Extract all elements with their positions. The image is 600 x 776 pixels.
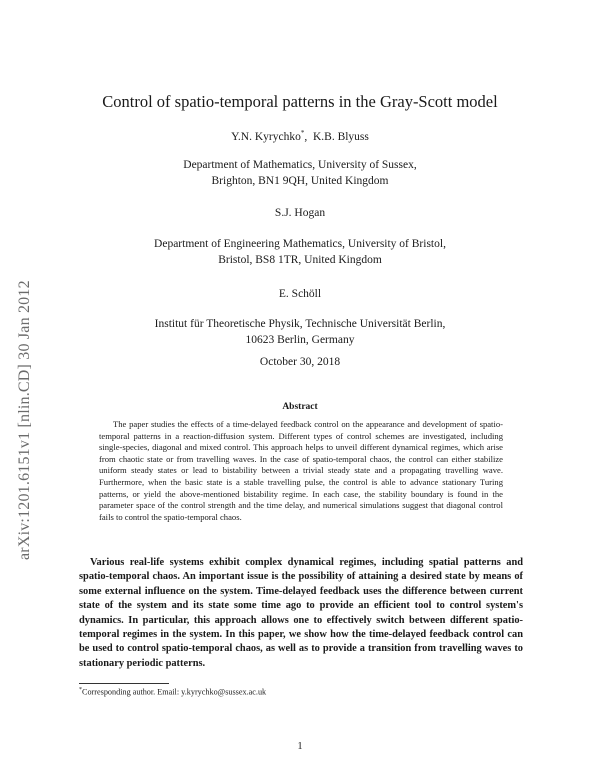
affiliation-berlin xyxy=(0,316,600,348)
affiliation-sussex xyxy=(0,157,600,189)
arxiv-identifier-sidebar[interactable]: arXiv:1201.6151v1 [nlin.CD] 30 Jan 2012 xyxy=(16,280,33,560)
affiliation-bristol xyxy=(0,236,600,268)
author-scholl: E. Schöll xyxy=(278,288,322,300)
paper-title: Control of spatio-temporal patterns in the Gray-Scott model xyxy=(102,92,498,111)
author-kyrychko: Y.N. Kyrychko xyxy=(231,130,301,143)
abstract-body: The paper studies the effects of a time-delayed feedback control on the appearance and development of spatio-temporal patterns in a reaction-diffusion system. Different types of control schemes are investigated, including single-species, diagonal and mixed control. This approach helps to unveil different dynamical regimes, which arise from chaotic state or from travelling waves. In the case of spatio-temporal chaos, the control can either stabilize uniform steady states or lead to bistability between a trivial steady state and a propagating travelling wave. Furthermore, when the basic state is a stable travelling pulse, the control is able to advance stationary Turing patterns, or yield the above-mentioned bistability regime. In each case, the stability boundary is found in the parameter space of the control strength and the time delay, and numerical simulations suggest that diagonal control fails to control the spatio-temporal chaos. xyxy=(99,419,503,522)
publication-date: October 30, 2018 xyxy=(259,356,341,368)
page-number: 1 xyxy=(297,741,303,752)
authors-line: Y.N. Kyrychko*, K.B. Blyuss xyxy=(231,129,369,143)
affiliation-berlin-line2: 10623 Berlin, Germany xyxy=(245,334,355,346)
affiliation-sussex-line1: Department of Mathematics, University of Sussex, xyxy=(183,159,417,171)
footnote-divider xyxy=(79,683,169,684)
affiliation-berlin-line1: Institut für Theoretische Physik, Technische Universität Berlin, xyxy=(154,318,446,330)
summary-paragraph: Various real-life systems exhibit complex dynamical regimes, including spatial patterns and spatio-temporal chaos. An important issue is the possibility of attaining a desired state by means of some external influence on the system. Time-delayed feedback uses the difference between current state of the system and its state some time ago to provide an efficient tool to control system's dynamics. In particular, this approach allows one to effectively switch between different spatio-temporal regimes in the system. In this paper, we show how the time-delayed feedback control can be used to control spatio-temporal chaos, as well as to provide a transition from travelling waves to stationary periodic patterns. xyxy=(79,557,523,669)
affiliation-bristol-line1: Department of Engineering Mathematics, University of Bristol, xyxy=(154,238,446,250)
footnote-mark: * xyxy=(79,687,82,693)
footnote xyxy=(79,687,266,697)
corresponding-author-mark[interactable]: * xyxy=(300,129,305,137)
author-blyuss: K.B. Blyuss xyxy=(312,130,369,143)
affiliation-sussex-line2: Brighton, BN1 9QH, United Kingdom xyxy=(211,175,389,187)
abstract-heading: Abstract xyxy=(282,402,318,412)
author-hogan: S.J. Hogan xyxy=(274,207,326,219)
affiliation-bristol-line2: Bristol, BS8 1TR, United Kingdom xyxy=(218,254,382,266)
footnote-text: Corresponding author. Email: y.kyrychko@sussex.ac.uk xyxy=(82,687,267,697)
